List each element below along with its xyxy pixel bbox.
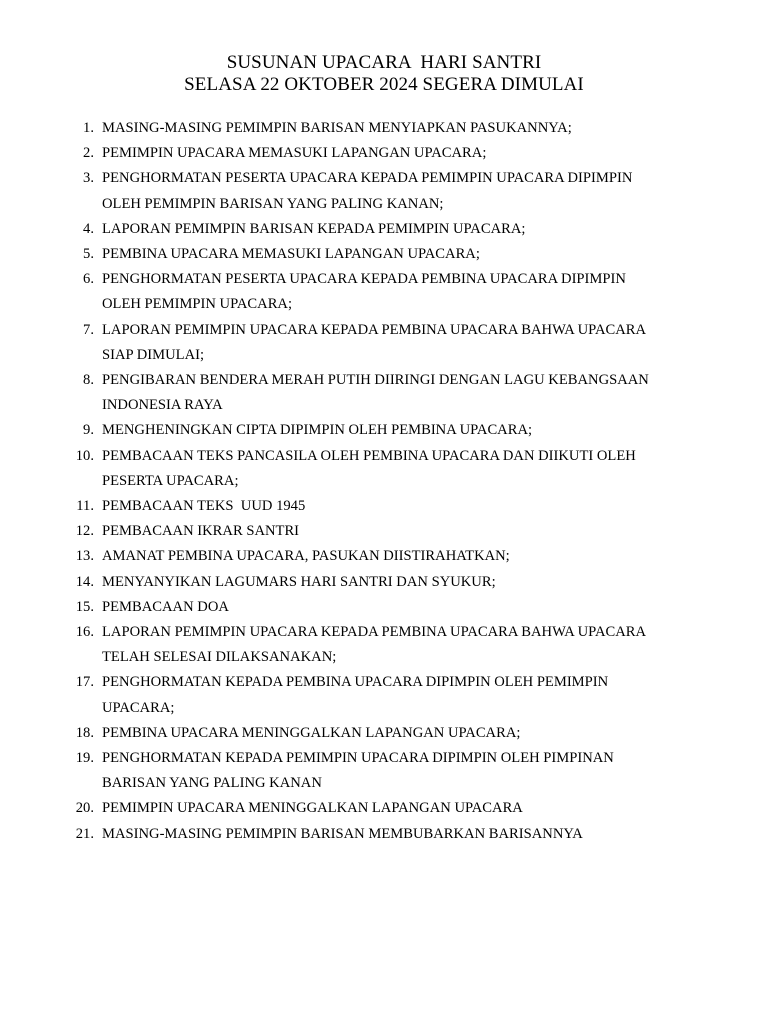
list-item-text: PENGHORMATAN KEPADA PEMBINA UPACARA DIPIMPIN OLEH PEMIMPIN — [102, 674, 609, 691]
list-item-text: MASING-MASING PEMIMPIN BARISAN MENYIAPKAN PASUKANNYA; — [102, 120, 572, 136]
list-item-number: 19. — [75, 750, 94, 767]
list-item-text: BARISAN YANG PALING KANAN — [102, 775, 322, 792]
list-item-text: SIAP DIMULAI; — [102, 346, 205, 363]
list-item-text: PEMBACAAN TEKS UUD 1945 — [102, 498, 306, 515]
list-item — [0, 595, 702, 620]
list-item-continuation — [0, 343, 702, 368]
list-item-number: 8. — [83, 372, 94, 389]
list-item-continuation — [0, 771, 702, 796]
list-item — [0, 267, 702, 292]
list-item — [0, 519, 702, 544]
title-line-2: SELASA 22 OKTOBER 2024 SEGERA DIMULAI — [184, 74, 584, 95]
title-line-1: SUSUNAN UPACARA HARI SANTRI — [226, 52, 542, 73]
list-item — [0, 620, 702, 645]
list-item-continuation — [0, 292, 702, 317]
list-item-number: 21. — [75, 825, 94, 842]
list-item-continuation — [0, 393, 702, 418]
list-item — [0, 570, 702, 595]
list-item-text: MENGHENINGKAN CIPTA DIPIMPIN OLEH PEMBINA UPACARA; — [102, 422, 533, 439]
list-item-text: INDONESIA RAYA — [102, 397, 223, 414]
list-item-continuation — [0, 469, 702, 494]
list-item-text: LAPORAN PEMIMPIN BARISAN KEPADA PEMIMPIN UPACARA; — [102, 220, 526, 237]
list-item — [0, 822, 702, 847]
list-item-number: 16. — [75, 624, 94, 641]
list-item-text: MASING-MASING PEMIMPIN BARISAN MEMBUBARKAN BARISANNYA — [102, 825, 583, 842]
list-item-number: 18. — [75, 724, 94, 741]
list-item — [0, 368, 702, 393]
list-item-number: 11. — [76, 498, 94, 515]
list-item-text: LAPORAN PEMIMPIN UPACARA KEPADA PEMBINA UPACARA BAHWA UPACARA — [102, 624, 647, 641]
list-item-continuation — [0, 192, 702, 217]
list-item-number: 7. — [83, 321, 94, 338]
list-item — [0, 721, 702, 746]
list-item — [0, 418, 702, 443]
list-item-text: TELAH SELESAI DILAKSANAKAN; — [102, 649, 337, 666]
list-item — [0, 444, 702, 469]
list-item-text: UPACARA; — [102, 699, 175, 716]
list-item-text: MENYANYIKAN LAGUMARS HARI SANTRI DAN SYUKUR; — [102, 573, 496, 590]
list-item-text: OLEH PEMIMPIN BARISAN YANG PALING KANAN; — [102, 195, 444, 212]
list-item-text: PEMBACAAN DOA — [102, 598, 229, 615]
list-item-number: 12. — [75, 523, 94, 540]
list-item — [0, 796, 702, 821]
list-item-number: 5. — [83, 246, 94, 263]
list-item-number: 3. — [83, 170, 94, 187]
list-item-text: PEMBACAAN TEKS PANCASILA OLEH PEMBINA UPACARA DAN DIIKUTI OLEH — [102, 447, 636, 464]
list-item-number: 9. — [83, 422, 94, 439]
list-item — [0, 318, 702, 343]
list-item-number: 2. — [83, 145, 94, 162]
list-item — [0, 670, 702, 695]
list-item-text: PEMBACAAN IKRAR SANTRI — [102, 523, 300, 540]
list-item-text: LAPORAN PEMIMPIN UPACARA KEPADA PEMBINA UPACARA BAHWA UPACARA — [102, 321, 647, 338]
list-item-number: 1. — [83, 120, 94, 136]
list-item-number: 14. — [75, 573, 94, 590]
agenda-list — [0, 116, 768, 847]
list-item-text: OLEH PEMIMPIN UPACARA; — [102, 296, 293, 313]
list-item-text: PENGHORMATAN PESERTA UPACARA KEPADA PEMIMPIN UPACARA DIPIMPIN — [102, 170, 633, 187]
list-item-number: 17. — [75, 674, 94, 691]
list-item — [0, 746, 702, 771]
list-item-text: PENGHORMATAN PESERTA UPACARA KEPADA PEMBINA UPACARA DIPIMPIN — [102, 271, 626, 288]
list-item-text: PEMIMPIN UPACARA MEMASUKI LAPANGAN UPACARA; — [102, 145, 487, 162]
list-item — [0, 217, 702, 242]
list-item — [0, 141, 702, 166]
list-item-number: 20. — [75, 800, 94, 817]
list-item-text: PEMIMPIN UPACARA MENINGGALKAN LAPANGAN UPACARA — [102, 800, 523, 817]
list-item-text: PENGHORMATAN KEPADA PEMIMPIN UPACARA DIPIMPIN OLEH PIMPINAN — [102, 750, 614, 767]
list-item — [0, 494, 702, 519]
list-item-text: PEMBINA UPACARA MENINGGALKAN LAPANGAN UPACARA; — [102, 724, 521, 741]
list-item — [0, 116, 702, 141]
list-item-text: AMANAT PEMBINA UPACARA, PASUKAN DIISTIRAHATKAN; — [102, 548, 510, 565]
document-title — [0, 52, 768, 96]
list-item-text: PEMBINA UPACARA MEMASUKI LAPANGAN UPACARA; — [102, 246, 480, 263]
list-item-number: 15. — [75, 598, 94, 615]
list-item-number: 6. — [83, 271, 94, 288]
list-item — [0, 166, 702, 191]
list-item-number: 13. — [75, 548, 94, 565]
list-item-text: PENGIBARAN BENDERA MERAH PUTIH DIIRINGI DENGAN LAGU KEBANGSAAN — [102, 372, 649, 389]
list-item-continuation — [0, 696, 702, 721]
list-item-number: 10. — [75, 447, 94, 464]
list-item-text: PESERTA UPACARA; — [102, 472, 239, 489]
list-item — [0, 242, 702, 267]
list-item — [0, 544, 702, 569]
list-item-continuation — [0, 645, 702, 670]
list-item-number: 4. — [83, 220, 94, 237]
